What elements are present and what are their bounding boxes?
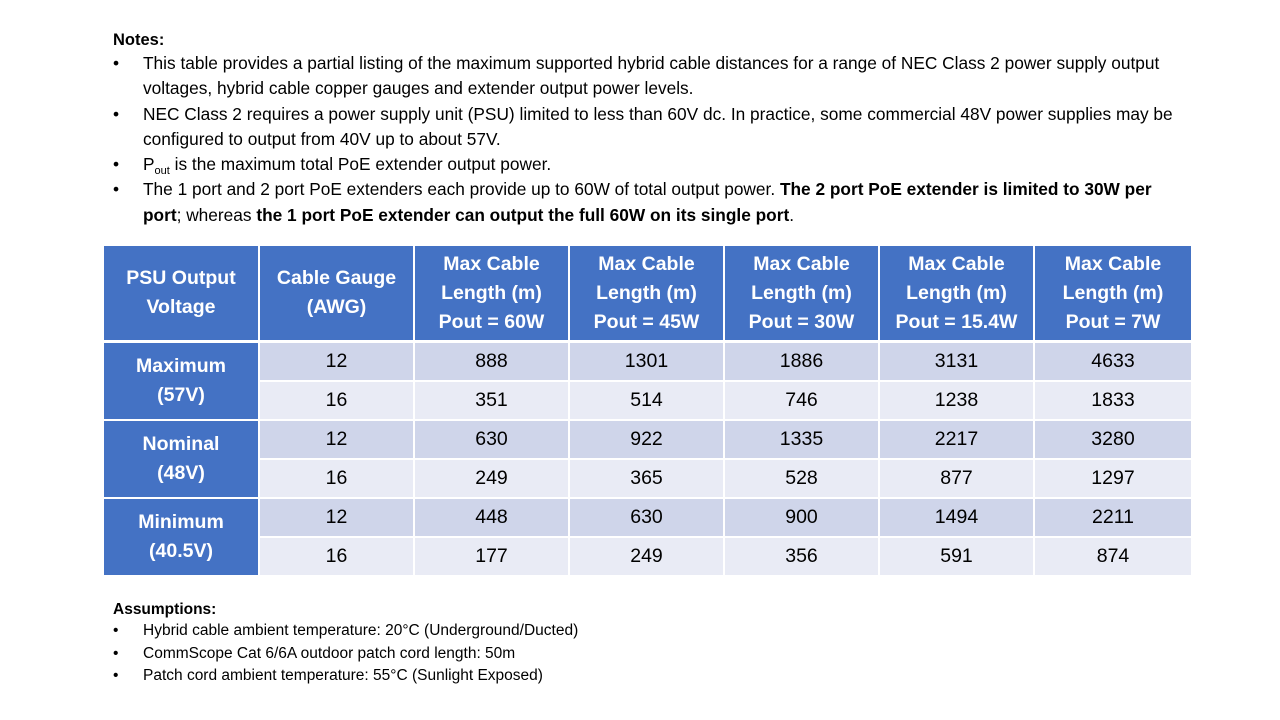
table-cell: 1238 [879,381,1034,420]
table-cell: 249 [569,537,724,576]
table-cell: 356 [724,537,879,576]
assumption-text: Patch cord ambient temperature: 55°C (Sunlight Exposed) [143,667,543,684]
header-pout-30w: Max Cable Length (m) Pout = 30W [724,246,879,342]
table-row [104,459,1191,498]
notes-title: Notes: [113,31,165,49]
header-pout-45w: Max Cable Length (m) Pout = 45W [569,246,724,342]
assumption-text: Hybrid cable ambient temperature: 20°C (Underground/Ducted) [143,622,579,639]
table-cell: 1335 [724,420,879,459]
assumption-text: CommScope Cat 6/6A outdoor patch cord length: 50m [143,644,516,662]
bullet-icon: • [113,154,120,175]
notes-item-4-bold-1: The 2 port PoE extender is limited to 30W per port [143,179,1152,225]
notes-item-4 [113,177,1183,228]
table-cell: 351 [414,381,569,420]
assumptions-section [113,600,813,688]
table-cell: 1886 [724,342,879,382]
table-cell: 1301 [569,342,724,382]
table-cell: 16 [259,381,414,420]
table-row [104,420,1191,459]
bullet-icon: • [113,622,119,639]
table-cell: 448 [414,498,569,537]
table-cell: 16 [259,537,414,576]
header-psu-voltage: PSU Output Voltage [104,246,259,342]
table-cell: 12 [259,498,414,537]
table-cell: 12 [259,420,414,459]
table-cell: 591 [879,537,1034,576]
table-cell: 177 [414,537,569,576]
bullet-icon: • [113,179,120,200]
table-cell: 1297 [1034,459,1191,498]
table-cell: 888 [414,342,569,382]
cable-distance-table [104,246,1191,577]
header-pout-15-4w: Max Cable Length (m) Pout = 15.4W [879,246,1034,342]
table-cell: 1494 [879,498,1034,537]
table-cell: 746 [724,381,879,420]
assumptions-title: Assumptions: [113,601,217,618]
header-cable-gauge: Cable Gauge (AWG) [259,246,414,342]
table-row [104,498,1191,537]
pout-subscript: out [154,165,170,178]
table-cell: 874 [1034,537,1191,576]
header-pout-60w: Max Cable Length (m) Pout = 60W [414,246,569,342]
header-pout-7w: Max Cable Length (m) Pout = 7W [1034,246,1191,342]
notes-item-2 [113,102,1183,153]
table-row [104,342,1191,382]
table-cell: 3280 [1034,420,1191,459]
notes-item-4-text-a: The 1 port and 2 port PoE extenders each provide up to 60W of total output power. [143,179,780,200]
table-cell: 630 [569,498,724,537]
table-cell: 877 [879,459,1034,498]
table-header-row [104,246,1191,342]
bullet-icon: • [113,103,120,124]
notes-item-2-text: NEC Class 2 requires a power supply unit (PSU) limited to less than 60V dc. In practice, some commercial 48V power supplies may be configured to output from 40V up to about 57V. [143,103,1173,149]
pout-symbol: P [143,154,155,175]
notes-item-4-text-e: . [789,204,795,225]
bullet-icon: • [113,644,119,662]
notes-item-1-text: This table provides a partial listing of the maximum supported hybrid cable distances for a range of NEC Class 2 power supply output voltages, hybrid cable copper gauges and extender output power levels. [143,53,1160,99]
table-cell: 922 [569,420,724,459]
table-row [104,537,1191,576]
table-cell: 528 [724,459,879,498]
table-cell: 630 [414,420,569,459]
row-header-nominal: Nominal (48V) [104,420,259,498]
table-cell: 249 [414,459,569,498]
table-cell: 12 [259,342,414,382]
notes-item-4-bold-2: the 1 port PoE extender can output the full 60W on its single port [256,204,790,225]
assumption-item [113,620,813,643]
table-cell: 365 [569,459,724,498]
assumption-item [113,643,813,666]
notes-item-1 [113,51,1183,102]
table-cell: 2211 [1034,498,1191,537]
notes-item-3-text: is the maximum total PoE extender output power. [169,154,552,175]
table-cell: 16 [259,459,414,498]
bullet-icon: • [113,667,119,684]
notes-list [113,51,1183,228]
table-cell: 514 [569,381,724,420]
table-cell: 900 [724,498,879,537]
row-header-maximum: Maximum (57V) [104,342,259,421]
table-cell: 4633 [1034,342,1191,382]
bullet-icon: • [113,53,120,73]
notes-section [113,29,1183,228]
table-cell: 2217 [879,420,1034,459]
table-row [104,381,1191,420]
assumptions-list [113,620,813,688]
notes-item-3 [113,152,1183,177]
table-cell: 1833 [1034,381,1191,420]
table-cell: 3131 [879,342,1034,382]
assumption-item [113,665,813,688]
notes-item-4-text-c: ; whereas [176,204,257,225]
row-header-minimum: Minimum (40.5V) [104,498,259,576]
